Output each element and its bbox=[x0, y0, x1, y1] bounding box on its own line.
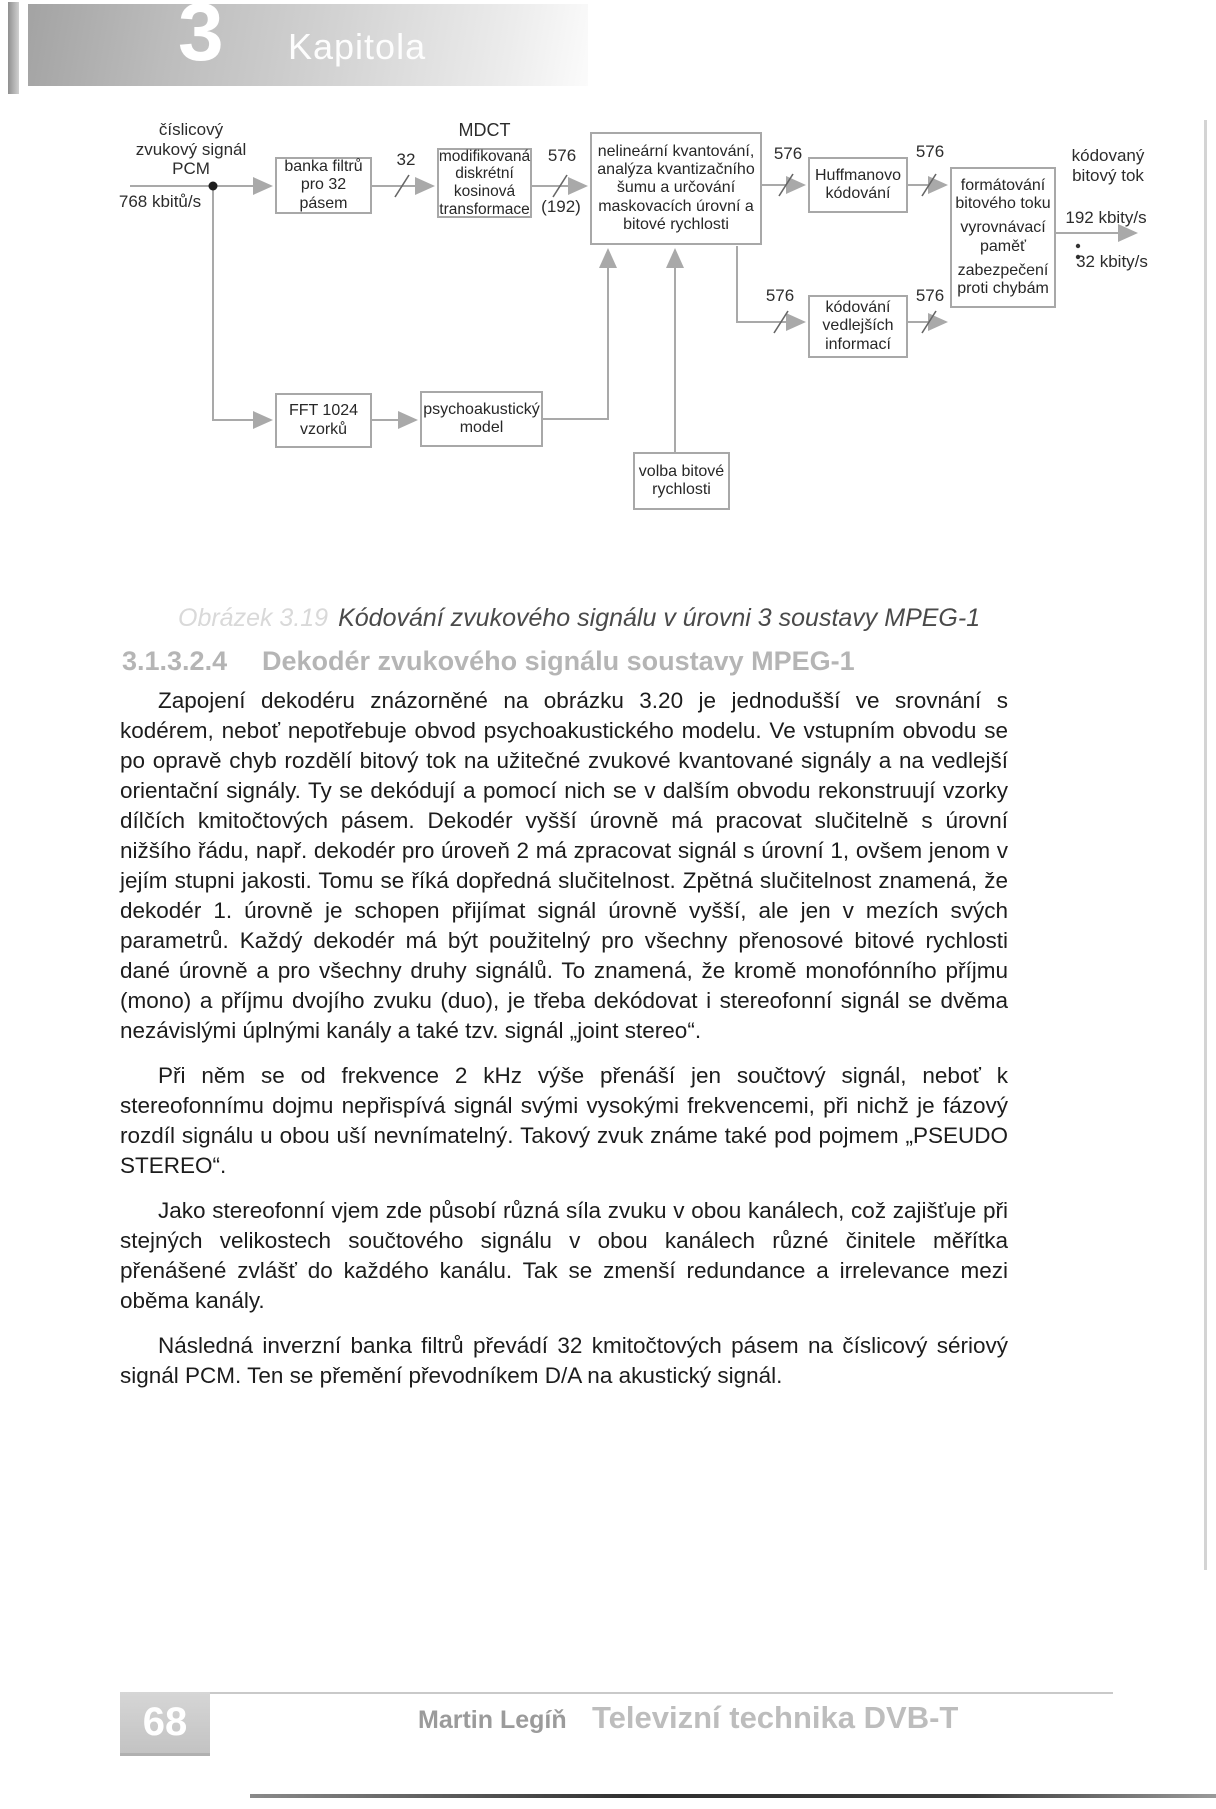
paragraph-pseudo-stereo: Při něm se od frekvence 2 kHz výše přenáší jen součtový signál, neboť k stereofonnímu dojmu nepřispívá signál svými vysokými frekvencemi, při nichž je fázový rozdíl signálu u obou uší nevnímatelný. Takový zvuk známe také pod pojmem „PSEUDO STEREO“. bbox=[120, 1063, 1008, 1178]
bus-width-576-mdct: 576 bbox=[547, 146, 577, 165]
filterbank-box: banka filtrů pro 32 pásem bbox=[275, 157, 372, 214]
huffman-box: Huffmanovo kódování bbox=[808, 157, 908, 213]
formatter-label: formátování bitového toku bbox=[955, 177, 1051, 213]
bus-width-576-side-out: 576 bbox=[915, 286, 945, 305]
output-signal-label: kódovaný bitový tok bbox=[1071, 146, 1145, 185]
figure-caption-number: Obrázek 3.19 bbox=[178, 604, 329, 632]
chapter-number: 3 bbox=[178, 0, 224, 78]
bus-width-32: 32 bbox=[396, 150, 416, 169]
figure-caption-text: Kódování zvukového signálu v úrovni 3 soustavy MPEG-1 bbox=[338, 604, 981, 632]
formatter-box bbox=[950, 167, 1056, 308]
fft-box: FFT 1024 vzorků bbox=[275, 393, 372, 448]
side-info-box: kódování vedlejších informací bbox=[808, 295, 908, 358]
quantizer-box: nelineární kvantování, analýza kvantizačního šumu a určování maskovacích úrovní a bitové rychlosti bbox=[590, 132, 762, 245]
page-number-box bbox=[120, 1692, 210, 1756]
section-title: Dekodér zvukového signálu soustavy MPEG-1 bbox=[262, 646, 855, 676]
error-protection-label: zabezpečení proti chybám bbox=[957, 261, 1049, 297]
page-edge-shadow-right bbox=[1204, 120, 1207, 1570]
mdct-box: modifikovaná diskrétní kosinová transformace bbox=[438, 147, 531, 218]
input-signal-label: číslicový zvukový signál PCM bbox=[135, 120, 247, 179]
footer-author: Martin Legíň bbox=[418, 1706, 567, 1734]
page-edge-shadow-bottom bbox=[250, 1794, 1216, 1798]
buffer-label: vyrovnávací paměť bbox=[960, 219, 1046, 255]
section-heading bbox=[122, 646, 1102, 677]
footer-book-title: Televizní technika DVB-T bbox=[592, 1700, 959, 1735]
page-number: 68 bbox=[142, 1700, 188, 1744]
chapter-title: Kapitola bbox=[288, 26, 427, 67]
input-rate-label: 768 kbitů/s bbox=[118, 192, 202, 211]
bus-width-576-huffman: 576 bbox=[915, 142, 945, 161]
section-number: 3.1.3.2.4 bbox=[122, 646, 228, 676]
bus-width-576-side-in: 576 bbox=[765, 286, 795, 305]
output-rate-max: 192 kbity/s bbox=[1065, 208, 1147, 227]
bitrate-select-box: volba bitové rychlosti bbox=[633, 452, 730, 510]
paragraph-stereo-effect: Jako stereofonní vjem zde působí různá síla zvuku v obou kanálech, což zajišťuje při stejných velikostech součtového signálu v obou kanálech různé činitele měřítka přenášené zvlášť do každého kanálu. Tak se zmenší redundance a irrelevance mezi oběma kanály. bbox=[120, 1198, 1008, 1313]
mdct-title-label: MDCT bbox=[458, 120, 511, 140]
psycho-model-box: psychoakustický model bbox=[420, 391, 543, 447]
footer-rule bbox=[208, 1692, 1113, 1694]
bus-width-192: (192) bbox=[541, 197, 581, 216]
output-rate-min: 32 kbity/s bbox=[1076, 252, 1148, 271]
bus-width-576-quant: 576 bbox=[773, 144, 803, 163]
mpeg1-encoder-diagram bbox=[0, 0, 1216, 560]
paragraph-inverse-filterbank: Následná inverzní banka filtrů převádí 32 kmitočtových pásem na číslicový sériový signál PCM. Ten se přemění převodníkem D/A na akustický signál. bbox=[120, 1333, 1008, 1388]
paragraph-decoder-intro: Zapojení dekodéru znázorněné na obrázku 3.20 je jednodušší ve srovnání s kodérem, neboť nepotřebuje obvod psychoakustického modelu. Ve vstupním obvodu se po opravě chyb rozdělí bitový tok na užitečné zvukové kvantované signály a na vedlejší orientační signály. Ty se dekódují a pomocí nich se v dalším obvodu rekonstruují vzorky dílčích kmitočtových pásem. Dekodér vyšší úrovně má pracovat slučitelně s úrovní nižšího řádu, např. dekodér pro úroveň 2 má zpracovat signál s úrovní 1, ovšem jenom v jejím stupni jakosti. Tomu se říká dopředná slučitelnost. Zpětná slučitelnost znamená, že dekodér 1. úrovně je schopen přijímat signál úrovně vyšší, ale jen v mezích svých parametrů. Každý dekodér má být použitelný pro všechny přenosové bitové rychlosti dané úrovně a pro všechny druhy signálů. To znamená, že kromě monofónního příjmu (mono) a příjmu dvojího zvuku (duo), je třeba dekódovat i stereofonní signál se dvěma nezávislými úplnými kanály a také tzv. signál „joint stereo“. bbox=[120, 688, 1008, 1043]
figure-caption bbox=[178, 604, 980, 633]
body-text bbox=[120, 686, 1008, 1406]
